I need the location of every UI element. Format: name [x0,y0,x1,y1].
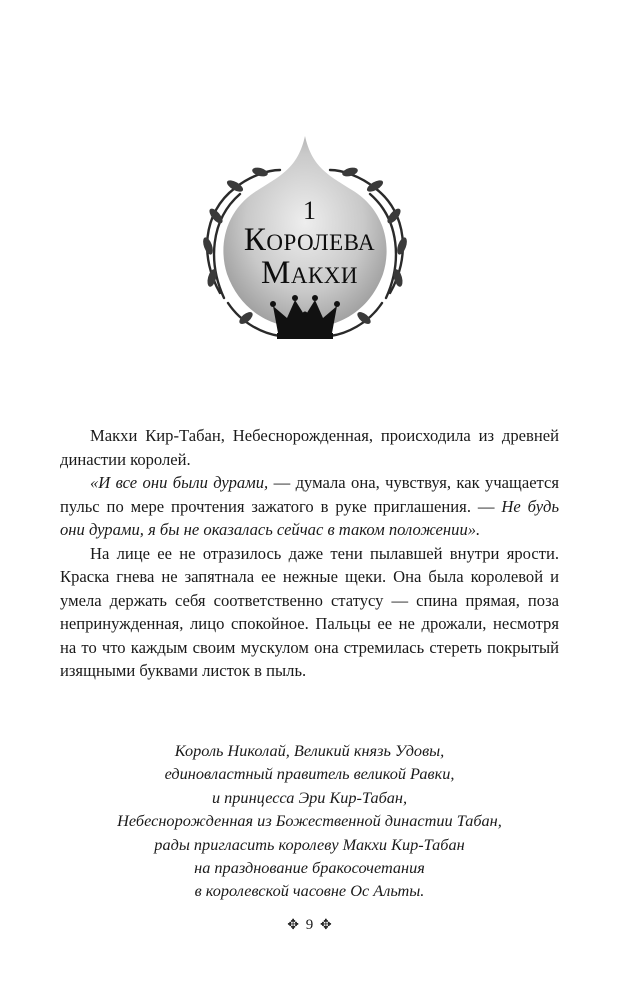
paragraph-2-italic-2: Не будь они дурами, я бы не оказалась сейчас в таком положении». [60,496,559,539]
ornament-right-icon: ✥ [320,918,332,933]
invitation-line: рады пригласить королеву Макхи Кир-Табан [154,834,465,854]
invitation-line: Небеснорожденная из Божественной династии Табан, [117,811,502,831]
page-folio [0,917,619,934]
chapter-body [60,424,559,683]
chapter-title-line-2: Макхи [260,255,358,291]
chapter-number: 1 [303,196,316,225]
paragraph-2 [60,471,559,542]
invitation-line: на празднование бракосочетания [194,858,425,878]
invitation-text [60,739,559,903]
paragraph-3: На лице ее не отразилось даже тени пылавшей внутри ярости. Краска гнева не запятнала ее нежные щеки. Она была королевой и умела держать себя соответственно статусу — спина прямая, поза непринужденная, лицо спокойное. Пальцы ее не дрожали, несмотря на то что каждым своим мускулом она стремилась стереть покрытый изящными буквами листок в пыль. [60,543,559,680]
paragraph-2-text-1: — думала она, чувствуя, как учащается пульс по мере прочтения зажатого в руке приглашения. — [60,473,560,516]
ornament-left-icon: ✥ [287,918,299,933]
chapter-title-line-1: Королева [243,222,376,258]
invitation-line: и принцесса Эри Кир-Табан, [211,787,408,807]
invitation-line: Король Николай, Великий князь Удовы, [174,741,445,760]
invitation-line: в королевской часовне Ос Альты. [194,881,425,901]
invitation-line: единовластный правитель великой Равки, [164,764,455,784]
page-number: 9 [305,917,314,933]
paragraph-2-italic-1: «И все они были дурами, [90,473,269,492]
paragraph-1: Макхи Кир-Табан, Небеснорожденная, происходила из древней династии королей. [60,426,559,469]
